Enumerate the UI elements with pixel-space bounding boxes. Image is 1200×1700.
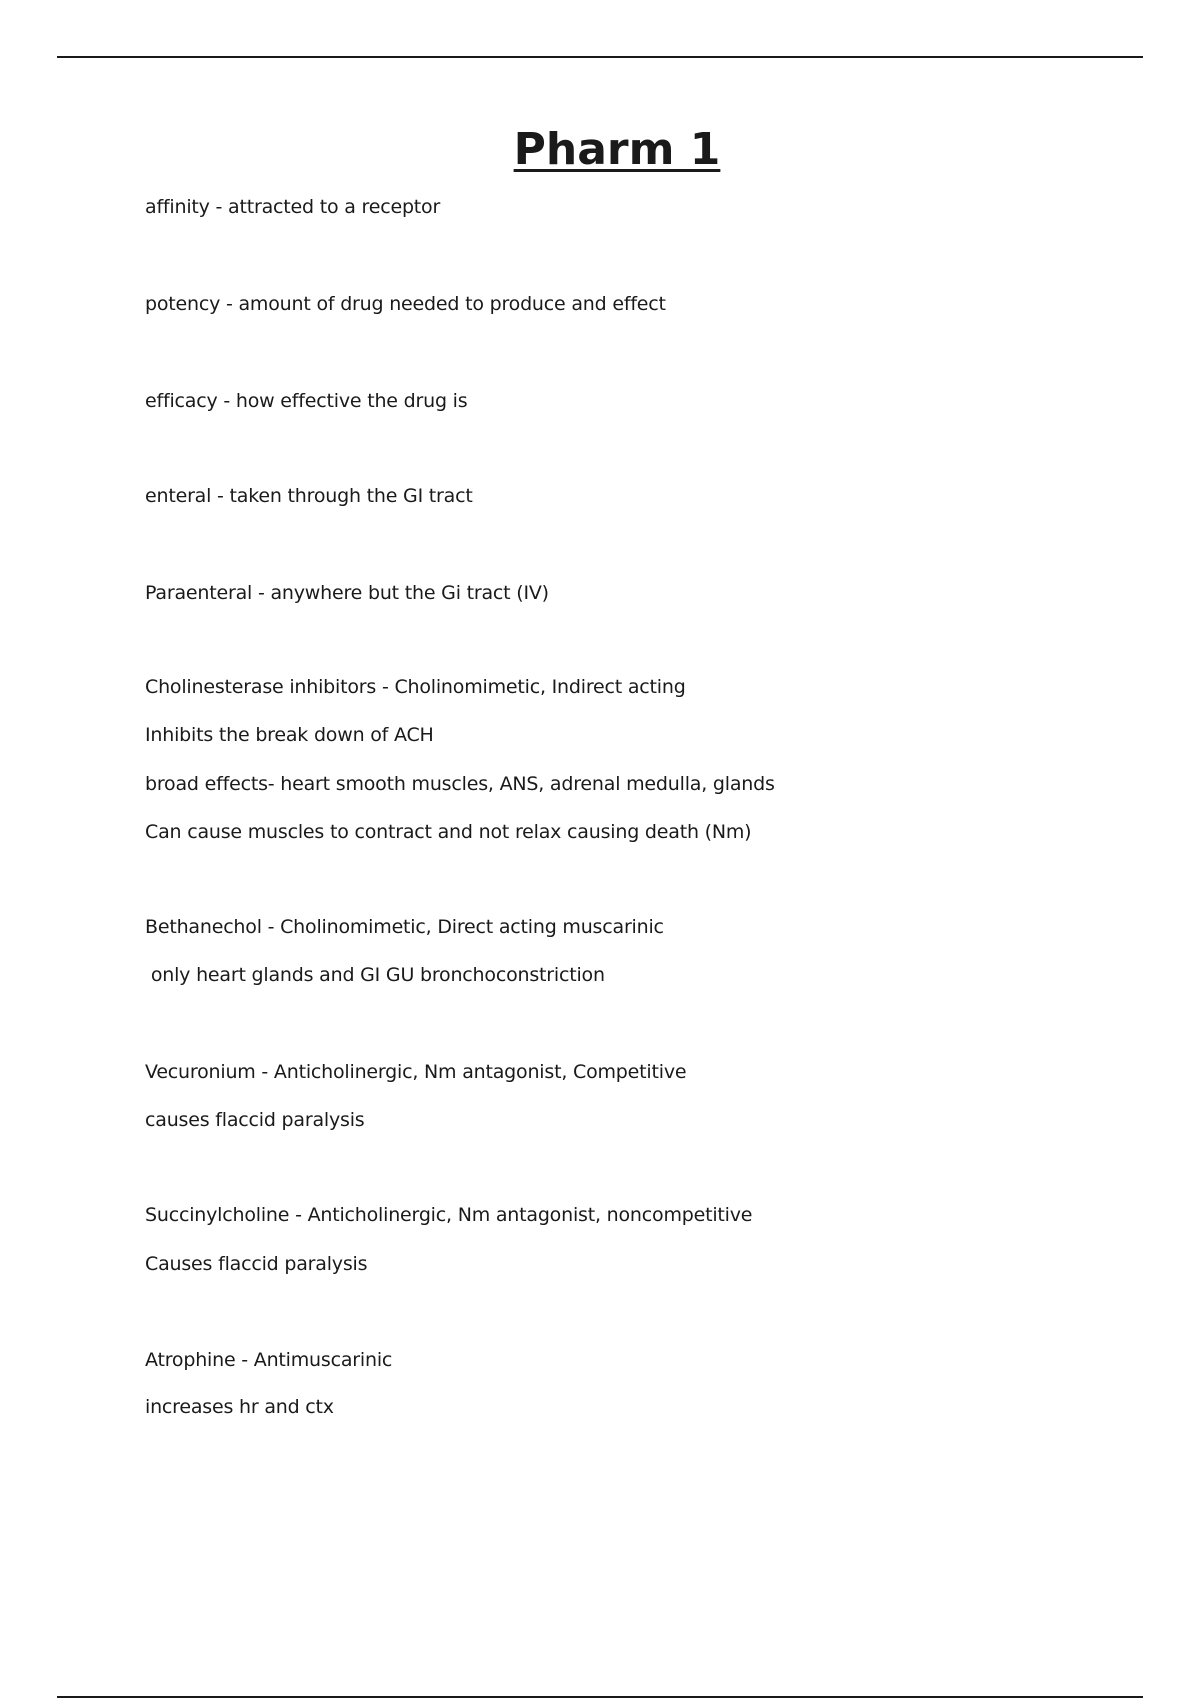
text-line: only heart glands and GI GU bronchoconstriction	[145, 964, 605, 986]
text-line: Can cause muscles to contract and not relax causing death (Nm)	[145, 821, 752, 843]
text-line: Inhibits the break down of ACH	[145, 724, 434, 746]
text-line: Paraenteral - anywhere but the Gi tract (IV)	[145, 582, 549, 604]
text-line: Vecuronium - Anticholinergic, Nm antagonist, Competitive	[145, 1061, 687, 1083]
text-line: Succinylcholine - Anticholinergic, Nm antagonist, noncompetitive	[145, 1204, 753, 1226]
text-line: Atrophine - Antimuscarinic	[145, 1349, 393, 1371]
text-line: potency - amount of drug needed to produce and effect	[145, 293, 666, 315]
text-line: increases hr and ctx	[145, 1396, 334, 1418]
text-line: affinity - attracted to a receptor	[145, 196, 441, 218]
text-line: Causes flaccid paralysis	[145, 1253, 368, 1275]
text-line: enteral - taken through the GI tract	[145, 485, 473, 507]
text-line: broad effects- heart smooth muscles, ANS, adrenal medulla, glands	[145, 773, 775, 795]
page-title: Pharm 1	[513, 124, 721, 175]
text-line: Bethanechol - Cholinomimetic, Direct acting muscarinic	[145, 916, 664, 938]
text-line: causes flaccid paralysis	[145, 1109, 365, 1131]
text-line: Cholinesterase inhibitors - Cholinomimetic, Indirect acting	[145, 676, 686, 698]
top-rule	[57, 56, 1143, 58]
text-line: efficacy - how effective the drug is	[145, 390, 468, 412]
bottom-rule	[57, 1696, 1143, 1698]
